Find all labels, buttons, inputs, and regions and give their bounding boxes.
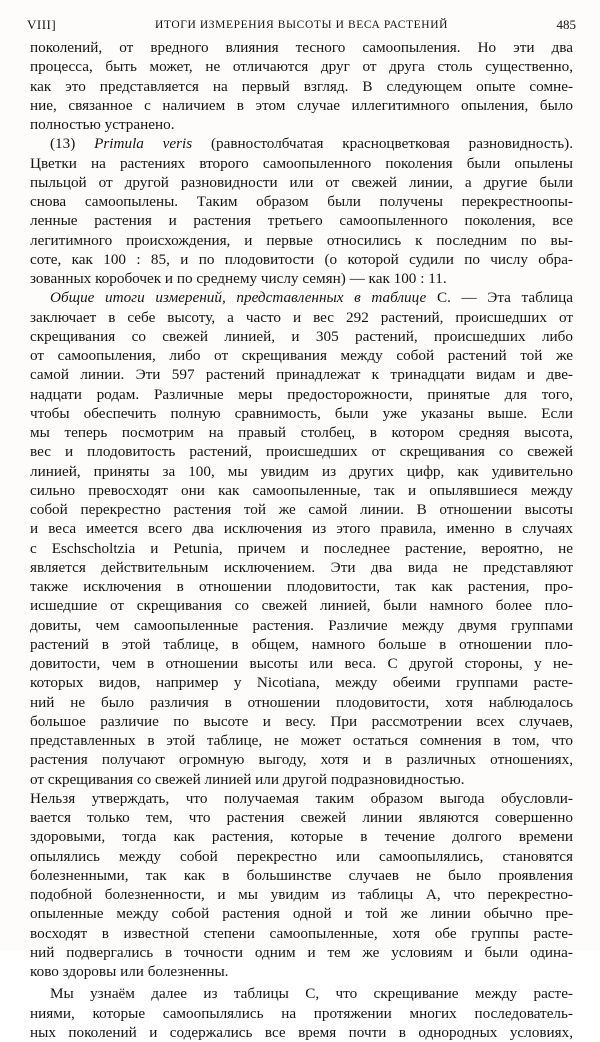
text-line: полностью устранено.	[30, 116, 175, 133]
text-line: легитимного происхождения, и первые относились к последним по вы-	[30, 231, 573, 249]
running-title: ИТОГИ ИЗМЕРЕНИЯ ВЫСОТЫ И ВЕСА РАСТЕНИЙ	[154, 19, 449, 31]
text-line: растения получают огромную выгоду, хотя и в различных отношениях,	[30, 751, 573, 769]
text-line: которых видов, например у Nicotiana, между обеими группами расте-	[30, 674, 573, 692]
text-line: ленные растения и растения третьего самоопыленного поколения, все	[30, 212, 573, 230]
text-line: зованных коробочек и по среднему числу семян) — как 100 : 11.	[30, 270, 447, 287]
text-line: мы теперь посмотрим на правый столбец, в котором средняя высота,	[30, 424, 573, 441]
text-line: сильно превосходят они как самоопыленные, так и опылявшиеся между	[30, 481, 573, 499]
running-header	[27, 14, 576, 36]
text-line	[30, 134, 573, 153]
text-line: болезненными, так как в большинстве случаев не было проявления	[30, 866, 573, 884]
text-line: довиты, чем самоопыленные растения. Различие между двумя группами	[30, 616, 573, 634]
text-line: как это представляется на первый взгляд. В следующем опыте сомне-	[30, 77, 573, 95]
text-line: снова самоопылены. Таким образом были получены перекрестноопы-	[30, 193, 573, 210]
text-line: и веса имеется всего два исключения из этого правила, именно в случаях	[30, 520, 573, 538]
paragraph-continuation	[30, 38, 573, 134]
text-line	[30, 288, 573, 307]
text-line: ково здоровы или болезненны.	[30, 963, 229, 980]
text-line: самой линии. Эти 597 растений принадлежат к тринадцати видам и две-	[30, 366, 573, 384]
text-line: Цветки на растениях второго самоопыленного поколения были опылены	[30, 154, 573, 172]
text-line: растений в этой таблице, в общем, намного больше в отношении пло-	[30, 635, 573, 653]
text-fragment: С. — Эта таблица	[436, 289, 573, 307]
text-fragment: (равностолбчатая красноцветковая разновидность).	[210, 135, 574, 153]
text-line: опылялись между собой перекрестно или самоопылялись, становятся	[30, 847, 573, 865]
text-line: соте, как 100 : 85, и по плодовитости (о которой судили по числу обра-	[30, 250, 573, 268]
text-line: исшедшие от скрещивания со свежей линией, были намного более пло-	[30, 597, 573, 615]
text-line: процесса, быть может, не отличаются друг от друга столь существенно,	[30, 58, 573, 76]
chapter-number: VIII]	[27, 17, 57, 32]
text-line: ний не было различия в отношении плодовитости, хотя наблюдалось	[30, 693, 573, 711]
text-line: надцати родам. Различные меры предосторожности, принятые для того,	[30, 385, 573, 403]
text-body	[30, 38, 573, 1042]
paragraph-primula	[30, 134, 573, 288]
text-line: линией, приняты за 100, мы увидим из других цифр, как удивительно	[30, 462, 573, 480]
section-lead: Общие итоги измерений, представленных в таблице	[50, 289, 427, 307]
text-line: опыленные между собой растения одной и той же линии обычно пре-	[30, 905, 573, 923]
text-line: восходят в известной степени самоопыленные, хотя обе группы расте-	[30, 924, 573, 942]
text-line: довитости, чем в отношении высоты или веса. С другой стороны, у не-	[30, 655, 573, 672]
text-line: собой перекрестно растения той же самой линии. В отношении высоты	[30, 501, 573, 518]
case-number: (13)	[50, 135, 76, 153]
text-line: Мы узнаём далее из таблицы С, что скрещивание между расте-	[50, 985, 573, 1003]
text-line: скрещивания со свежей линией, и 305 растений, происшедших либо	[30, 327, 573, 345]
text-line: представленных в этой таблице, не может остаться сомнения в том, что	[30, 732, 573, 749]
text-line: чтобы обеспечить полную сравнимость, были уже указаны выше. Если	[30, 404, 573, 422]
text-line: от скрещивания со свежей линией или другой подразновидностью.	[30, 770, 465, 788]
text-line: также исключения в отношении плодовитости, так как растения, про-	[30, 578, 573, 595]
species-name: Primula veris	[94, 135, 193, 153]
text-line: вес и плодовитость растений, происшедших от скрещивания со свежей	[30, 443, 573, 461]
text-line: подобной болезненности, и мы увидим из таблицы А, что перекрестно-	[30, 886, 573, 903]
paragraph-general-results	[30, 288, 573, 981]
text-line: от самоопыления, либо от скрещивания между собой растений той же	[30, 347, 573, 364]
text-line: Нельзя утверждать, что получаемая таким образом выгода обусловли-	[30, 789, 573, 807]
text-line: вается только тем, что растения свежей линии являются совершенно	[30, 809, 573, 826]
paragraph-table-c	[30, 984, 573, 1042]
text-line: ных поколений и содержались все время почти в однородных условиях,	[30, 1023, 573, 1041]
text-line: является действительным исключением. Эти два вида не представляют	[30, 558, 573, 576]
text-line: заключает в себе высоту, а часто и вес 292 растений, происшедших от	[30, 308, 573, 326]
text-line: пыльцой от другой разновидности или от свежей линии, а другие были	[30, 173, 573, 191]
text-line: с Eschscholtzia и Petunia, причем и последнее растение, вероятно, не	[30, 539, 573, 557]
page-number: 485	[556, 17, 576, 32]
text-line: здоровыми, тогда как растения, которые в течение долгого времени	[30, 828, 573, 846]
text-line: большое различие по высоте и весу. При рассмотрении всех случаев,	[30, 712, 573, 730]
text-line: поколений, от вредного влияния тесного самоопыления. Но эти два	[30, 39, 573, 56]
text-line: ниями, которые самоопылялись на протяжении многих последователь-	[30, 1004, 573, 1022]
text-line: ний подвергались в точности одним и тем же условиям и были одина-	[30, 943, 573, 961]
text-line: ние, связанное с наличием в этом случае иллегитимного опыления, было	[30, 96, 573, 114]
